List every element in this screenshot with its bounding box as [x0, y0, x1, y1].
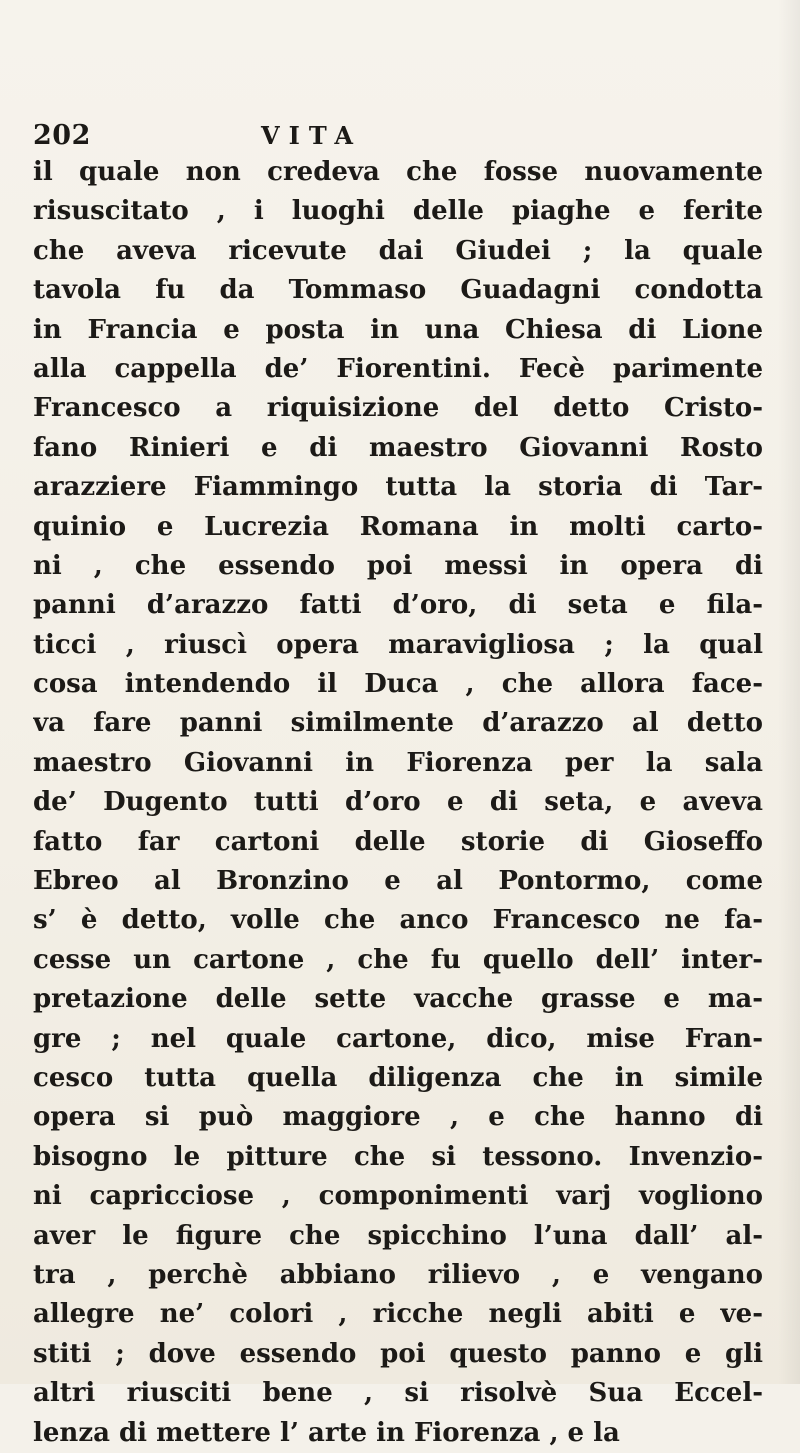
text-line: panni d’arazzo fatti d’oro, di seta e fila-: [33, 590, 763, 621]
text-line: cesco tutta quella diligenza che in simile: [33, 1062, 763, 1093]
text-line: che aveva ricevute dai Giudei ; la quale: [33, 235, 763, 266]
text-line: cesse un cartone , che fu quello dell’ inter-: [33, 944, 763, 975]
text-line: pretazione delle sette vacche grasse e ma-: [33, 984, 763, 1015]
text-line: va fare panni similmente d’arazzo al detto: [33, 708, 763, 739]
text-line: bisogno le pitture che si tessono. Invenzio-: [33, 1141, 763, 1172]
text-line: alla cappella de’ Fiorentini. Fecè parimente: [33, 353, 763, 384]
text-line: ticci , riuscì opera maravigliosa ; la qual: [33, 629, 763, 660]
text-line: stiti ; dove essendo poi questo panno e gli: [33, 1338, 763, 1369]
text-line: in Francia e posta in una Chiesa di Lione: [33, 314, 763, 345]
text-line: Francesco a riquisizione del detto Cristo-: [33, 393, 763, 424]
page-edge-shadow: [778, 0, 800, 1384]
text-line: tavola fu da Tommaso Guadagni condotta: [33, 275, 763, 306]
page-number: 202: [33, 120, 91, 151]
text-line: ni , che essendo poi messi in opera di: [33, 550, 763, 581]
text-line: tra , perchè abbiano rilievo , e vengano: [33, 1259, 763, 1290]
text-line: opera si può maggiore , e che hanno di: [33, 1102, 763, 1133]
text-line: fano Rinieri e di maestro Giovanni Rosto: [33, 432, 763, 463]
text-line: maestro Giovanni in Fiorenza per la sala: [33, 747, 763, 778]
text-line: quinio e Lucrezia Romana in molti carto-: [33, 511, 763, 542]
text-line: ni capricciose , componimenti varj vogliono: [33, 1181, 763, 1212]
text-line: de’ Dugento tutti d’oro e di seta, e aveva: [33, 787, 763, 818]
text-line: lenza di mettere l’ arte in Fiorenza , e la: [33, 1417, 620, 1448]
text-line: il quale non credeva che fosse nuovamente: [33, 157, 763, 187]
text-line: fatto far cartoni delle storie di Gioseffo: [33, 826, 763, 857]
text-line: arazziere Fiammingo tutta la storia di Tar-: [33, 472, 763, 503]
text-line: risuscitato , i luoghi delle piaghe e ferite: [33, 196, 763, 227]
text-line: s’ è detto, volle che anco Francesco ne fa-: [33, 905, 763, 936]
text-line: gre ; nel quale cartone, dico, mise Fran-: [33, 1023, 763, 1054]
running-head: VITA: [261, 121, 363, 150]
page-header: [33, 120, 763, 156]
text-line: aver le figure che spicchino l’una dall’ al-: [33, 1220, 763, 1251]
body-text: [33, 153, 763, 1453]
text-line: cosa intendendo il Duca , che allora face-: [33, 669, 763, 700]
text-line: Ebreo al Bronzino e al Pontormo, come: [33, 866, 763, 897]
text-line: allegre ne’ colori , ricche negli abiti e ve-: [33, 1299, 763, 1330]
text-line: altri riusciti bene , si risolvè Sua Eccel-: [33, 1378, 763, 1409]
